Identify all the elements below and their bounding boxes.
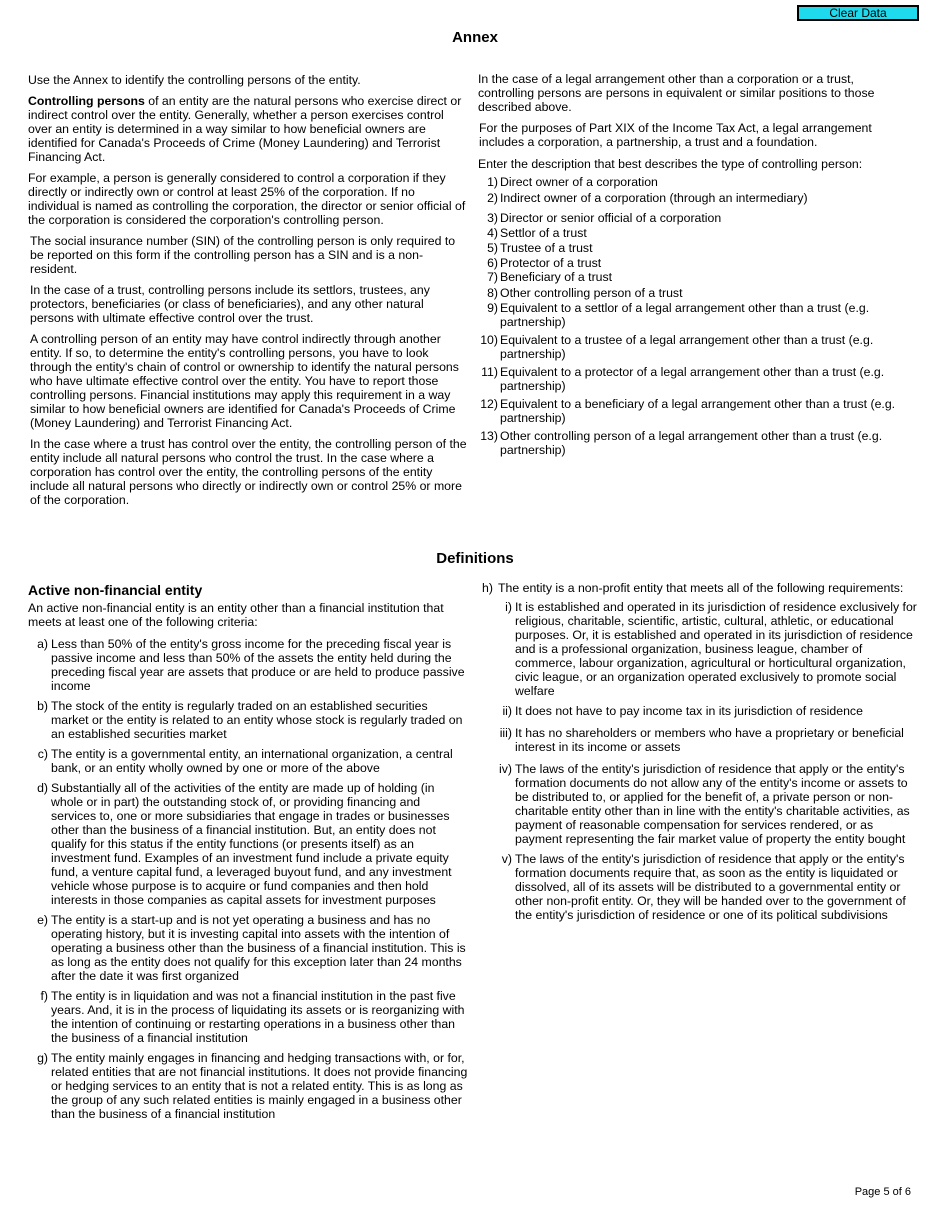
type-label: Other controlling person of a trust	[500, 286, 683, 300]
active-nfe-intro: An active non-financial entity is an entity other than a financial institution that meets at least one of the following criteria:	[28, 601, 444, 629]
type-label: Director or senior official of a corporation	[500, 211, 722, 225]
controlling-person-type	[478, 270, 908, 284]
controlling-person-type	[478, 365, 908, 393]
annex-intro: Use the Annex to identify the controlling persons of the entity.	[28, 73, 361, 87]
criterion-mark: e)	[37, 913, 48, 927]
type-number: 9)	[487, 301, 498, 315]
annex-legal-arrangement: In the case of a legal arrangement other than a corporation or a trust, controlling persons are persons in equivalent or similar positions to those described above.	[478, 72, 875, 114]
type-label: Equivalent to a trustee of a legal arrangement other than a trust (e.g. partnership)	[500, 333, 874, 361]
criterion-mark: h)	[482, 581, 493, 595]
requirement-item	[482, 704, 920, 718]
type-label: Settlor of a trust	[500, 226, 587, 240]
type-label: Beneficiary of a trust	[500, 270, 613, 284]
criterion-item	[28, 747, 468, 775]
annex-right-column	[478, 72, 908, 457]
type-number: 6)	[487, 256, 498, 270]
controlling-person-type	[478, 175, 908, 189]
active-nfe-heading: Active non-financial entity	[28, 582, 203, 598]
type-label: Protector of a trust	[500, 256, 602, 270]
controlling-person-type	[478, 256, 908, 270]
requirement-text: It has no shareholders or members who have a proprietary or beneficial interest in its income or assets	[515, 726, 904, 754]
controlling-persons-text: of an entity are the natural persons who exercise direct or indirect control over the entity. Generally, whether a person exercises control over an entity is determined in a way similar to how beneficial owners are identified for Canada's Proceeds of Crime (Money Laundering) and Terrorist Financing Act.	[28, 94, 462, 164]
requirement-mark: iv)	[499, 762, 512, 776]
annex-trust-note: In the case of a trust, controlling persons include its settlors, trustees, any protectors, beneficiaries (or class of beneficiaries), and any other natural persons with ultimate effective control over the trust.	[30, 283, 430, 325]
criterion-mark: g)	[37, 1051, 48, 1065]
criterion-mark: a)	[37, 637, 48, 651]
requirement-text: It does not have to pay income tax in its jurisdiction of residence	[515, 704, 863, 718]
criterion-mark: b)	[37, 699, 48, 713]
type-number: 1)	[487, 175, 498, 189]
criterion-text: Substantially all of the activities of the entity are made up of holding (in whole or in part) the outstanding stock of, or providing financing and services to, one or more subsidiaries that engage in trades or businesses other than the business of a financial institution. But, an entity does not qualify for this status if the entity functions (or presents itself) as an investment fund. Examples of an investment fund include a private equity fund, a venture capital fund, a leveraged buyout fund, and any investment vehicle whose purpose is to acquire or fund companies and then hold interests in those companies as capital assets for investment purposes	[51, 781, 452, 907]
type-number: 3)	[487, 211, 498, 225]
type-label: Trustee of a trust	[500, 241, 593, 255]
type-label: Equivalent to a protector of a legal arrangement other than a trust (e.g. partnership)	[500, 365, 885, 393]
requirement-mark: ii)	[502, 704, 512, 718]
controlling-person-type	[478, 191, 908, 205]
criterion-item	[28, 637, 468, 693]
criterion-text: The entity is a non-profit entity that meets all of the following requirements:	[498, 581, 904, 595]
requirement-item	[482, 600, 920, 698]
criterion-text: The entity is a governmental entity, an international organization, a central bank, or an entity wholly owned by one or more of the above	[51, 747, 453, 775]
criterion-mark: f)	[40, 989, 48, 1003]
controlling-persons-definition	[28, 94, 468, 164]
criterion-text: The entity mainly engages in financing and hedging transactions with, or for, related entities that are not financial institutions. It does not provide financing or hedging services to an entity that is not a related entity. This is as long as the group of any such related entities is mainly engaged in a business other than the business of a financial institution	[51, 1051, 468, 1121]
criterion-item	[28, 913, 468, 983]
controlling-person-type	[478, 429, 908, 457]
requirement-text: The laws of the entity's jurisdiction of residence that apply or the entity's formation documents do not allow any of the entity's income or assets to be distributed to, or applied for the benefit of, a private person or non-charitable entity other than in line with the entity's charitable activities, as payment of reasonable compensation for services rendered, or as payment representing the fair market value of property the entity bought	[515, 762, 910, 846]
requirement-mark: v)	[501, 852, 512, 866]
criterion-text: The stock of the entity is regularly traded on an established securities market or the entity is related to an entity whose stock is regularly traded on an established securities market	[51, 699, 463, 741]
controlling-person-type	[478, 211, 908, 225]
annex-title: Annex	[452, 29, 498, 46]
type-number: 7)	[487, 270, 498, 284]
type-label: Equivalent to a settlor of a legal arrangement other than a trust (e.g. partnership)	[500, 301, 870, 329]
criterion-text: The entity is a start-up and is not yet operating a business and has no operating history, but it is investing capital into assets with the intention of operating a business other than the business of a financial institution. This is as long as the entity does not qualify for this exception later than 24 months after the date it was first organized	[51, 913, 466, 983]
requirement-text: The laws of the entity's jurisdiction of residence that apply or the entity's formation documents require that, as soon as the entity is liquidated or dissolved, all of its assets will be distributed to a governmental entity or other non-profit entity. Or, they will be handed over to the government of the entity's jurisdiction of residence or one of its political subdivisions	[515, 852, 906, 922]
annex-indirect-control: A controlling person of an entity may have control indirectly through another entity. If so, to determine the entity's controlling persons, you have to look through the entity's chain of control or ownership to identify the natural persons who have ultimate effective control over the entity. You have to report those controlling persons. Financial institutions may apply this requirement in a way similar to how beneficial owners are identified for Canada's Proceeds of Crime (Money Laundering) and Terrorist Financing Act.	[30, 332, 459, 430]
type-number: 13)	[480, 429, 498, 443]
criterion-item	[28, 1051, 468, 1121]
requirement-item	[482, 726, 920, 754]
page-number: Page 5 of 6	[854, 1186, 911, 1198]
definitions-right-column	[482, 581, 920, 928]
criterion-item	[28, 989, 468, 1045]
annex-left-column	[28, 73, 468, 507]
controlling-person-type	[478, 301, 908, 329]
controlling-person-type	[478, 286, 908, 300]
type-number: 11)	[481, 365, 498, 379]
requirement-item	[482, 852, 920, 922]
criterion-text: The entity is in liquidation and was not a financial institution in the past five years. And, it is in the process of liquidating its assets or is reorganizing with the intention of continuing or restarting operations in a business other than the business of a financial institution	[51, 989, 465, 1045]
criterion-text: Less than 50% of the entity's gross income for the preceding fiscal year is passive income and less than 50% of the assets the entity held during the preceding fiscal year are assets that produce or are held to produce passive income	[51, 637, 465, 693]
annex-part-xix: For the purposes of Part XIX of the Income Tax Act, a legal arrangement includes a corporation, a partnership, a trust and a foundation.	[479, 121, 872, 149]
definitions-left-column	[28, 582, 468, 1127]
criterion-item	[28, 781, 468, 907]
type-number: 10)	[480, 333, 498, 347]
controlling-person-type	[478, 241, 908, 255]
criterion-h	[482, 581, 920, 595]
type-label: Equivalent to a beneficiary of a legal arrangement other than a trust (e.g. partnership)	[500, 397, 896, 425]
requirement-mark: i)	[505, 600, 512, 614]
type-number: 4)	[487, 226, 498, 240]
criterion-mark: d)	[37, 781, 48, 795]
criterion-item	[28, 699, 468, 741]
type-label: Other controlling person of a legal arrangement other than a trust (e.g. partnership)	[500, 429, 883, 457]
requirement-text: It is established and operated in its jurisdiction of residence exclusively for religious, charitable, scientific, artistic, cultural, athletic, or educational purposes. Or, it is established and operated in its jurisdiction of residence and is a professional organization, business league, chamber of commerce, labour organization, agricultural or horticultural organization, civic league, or an organization operated exclusively to promote social welfare	[515, 600, 917, 698]
type-label: Indirect owner of a corporation (through an intermediary)	[500, 191, 808, 205]
type-number: 2)	[487, 191, 498, 205]
annex-trust-control: In the case where a trust has control over the entity, the controlling person of the entity include all natural persons who control the trust. In the case where a corporation has control over the entity, the controlling persons of the entity include all natural persons who directly or indirectly own or control 25% or more of the corporation.	[30, 437, 467, 507]
type-number: 12)	[480, 397, 498, 411]
type-label: Direct owner of a corporation	[500, 175, 658, 189]
controlling-person-type	[478, 226, 908, 240]
requirement-item	[482, 762, 920, 846]
annex-sin-note: The social insurance number (SIN) of the controlling person is only required to be reported on this form if the controlling person has a SIN and is a non-resident.	[30, 234, 456, 276]
clear-data-button[interactable]: Clear Data	[797, 5, 919, 21]
annex-instruction: Enter the description that best describes the type of controlling person:	[478, 157, 863, 171]
criterion-mark: c)	[37, 747, 48, 761]
annex-example: For example, a person is generally considered to control a corporation if they directly or indirectly own or control at least 25% of the corporation. If no individual is named as controlling the corporation, the director or senior official of the corporation is considered the corporation's controlling person.	[28, 171, 466, 227]
type-number: 8)	[487, 286, 498, 300]
type-number: 5)	[487, 241, 498, 255]
controlling-person-type	[478, 397, 908, 425]
requirement-mark: iii)	[499, 726, 512, 740]
controlling-persons-term: Controlling persons	[28, 94, 145, 108]
controlling-person-type	[478, 333, 908, 361]
definitions-title: Definitions	[436, 550, 514, 567]
